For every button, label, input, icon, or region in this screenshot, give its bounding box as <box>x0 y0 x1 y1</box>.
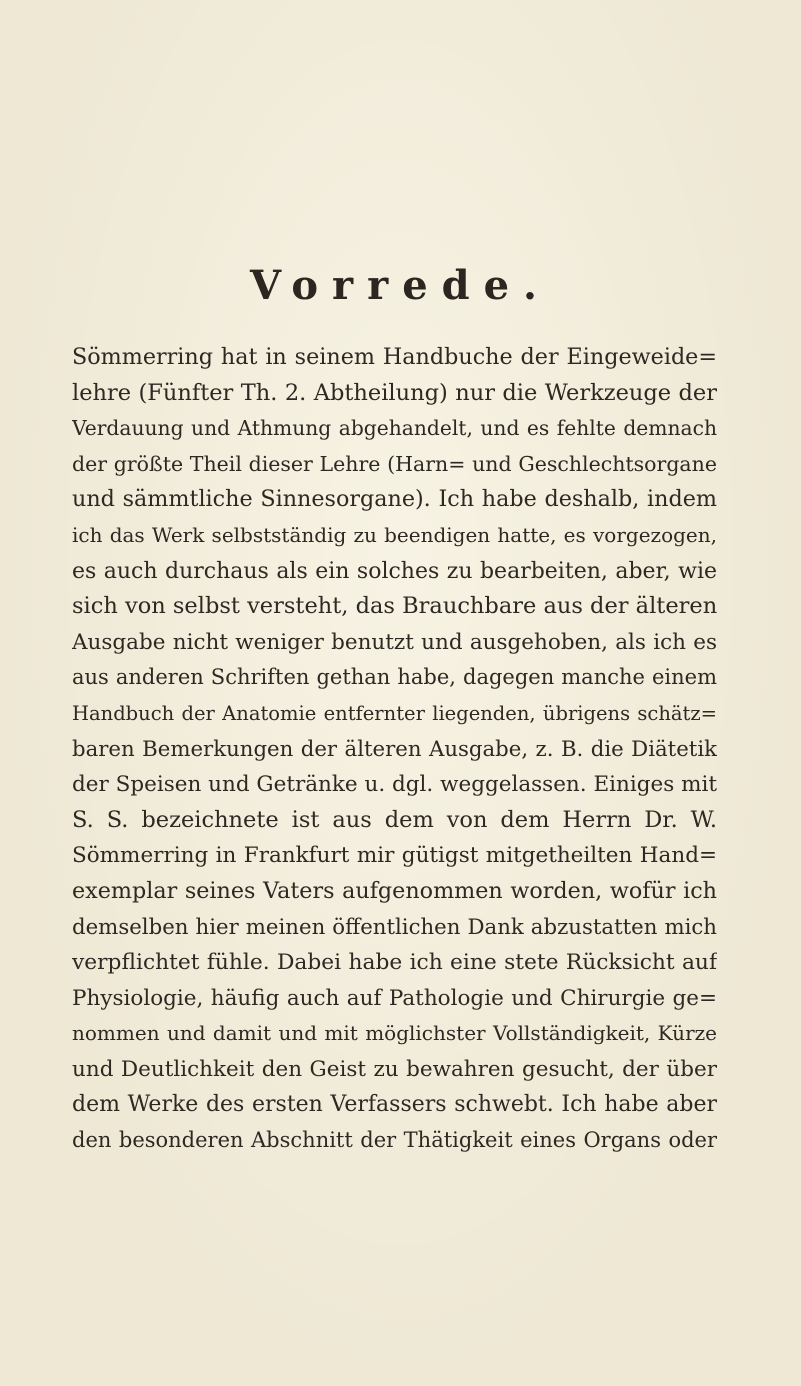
text-line: aus anderen Schriften gethan habe, dagegen manche einem <box>72 665 717 690</box>
text-line: Handbuch der Anatomie entfernter liegenden, übrigens schätz= <box>72 701 717 725</box>
text-line: und sämmtliche Sinnesorgane). Ich habe deshalb, indem <box>72 486 717 513</box>
text-line: dem Werke des ersten Verfassers schwebt. Ich habe aber <box>72 1092 717 1118</box>
text-line: Ausgabe nicht weniger benutzt und ausgehoben, als ich es <box>72 629 717 655</box>
text-line: demselben hier meinen öffentlichen Dank abzustatten mich <box>72 914 717 940</box>
text-line: sich von selbst versteht, das Brauchbare aus der älteren <box>72 593 717 620</box>
text-line: der Speisen und Getränke u. dgl. weggelassen. Einiges mit <box>72 772 717 798</box>
text-line: und Deutlichkeit den Geist zu bewahren gesucht, der über <box>72 1056 717 1082</box>
text-line: nommen und damit und mit möglichster Vollständigkeit, Kürze <box>72 1021 717 1046</box>
page-heading: Vorrede. <box>250 262 551 309</box>
text-line: Sömmerring hat in seinem Handbuche der Eingeweide= <box>72 344 717 370</box>
body-paragraph <box>72 340 717 1159</box>
text-line: Sömmerring in Frankfurt mir gütigst mitgetheilten Hand= <box>72 843 717 869</box>
text-line: S. S. bezeichnete ist aus dem von dem Herrn Dr. W. <box>72 806 717 833</box>
text-line: den besonderen Abschnitt der Thätigkeit eines Organs oder <box>72 1128 717 1153</box>
text-line: Physiologie, häufig auch auf Pathologie und Chirurgie ge= <box>72 985 717 1011</box>
text-line: exemplar seines Vaters aufgenommen worden, wofür ich <box>72 877 717 904</box>
text-line: ich das Werk selbstständig zu beendigen hatte, es vorgezogen, <box>72 522 717 547</box>
text-line: es auch durchaus als ein solches zu bearbeiten, aber, wie <box>72 558 717 584</box>
text-line: verpflichtet fühle. Dabei habe ich eine stete Rücksicht auf <box>72 950 717 976</box>
text-line: der größte Theil dieser Lehre (Harn= und Geschlechtsorgane <box>72 451 717 476</box>
text-line: Verdauung und Athmung abgehandelt, und es fehlte demnach <box>72 416 717 441</box>
text-line: lehre (Fünfter Th. 2. Abtheilung) nur die Werkzeuge der <box>72 379 717 406</box>
text-line: baren Bemerkungen der älteren Ausgabe, z. B. die Diätetik <box>72 736 717 762</box>
